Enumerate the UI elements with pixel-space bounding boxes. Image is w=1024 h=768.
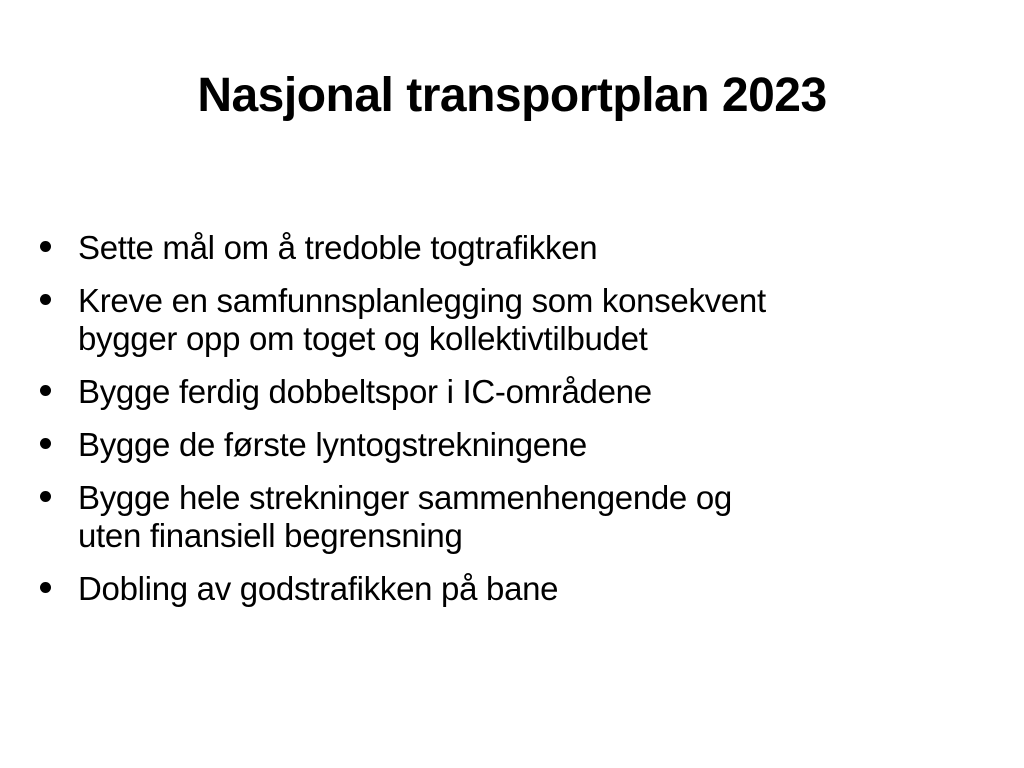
bullet-dot-icon xyxy=(40,294,51,305)
bullet-dot-icon xyxy=(40,385,51,396)
bullet-text: Bygge hele strekninger sammenhengende og xyxy=(78,479,732,516)
bullet-item xyxy=(40,423,990,467)
bullet-item xyxy=(40,279,990,361)
bullet-text-continued: bygger opp om toget og kollektivtilbudet xyxy=(78,320,648,357)
slide-title: Nasjonal transportplan 2023 xyxy=(197,69,827,122)
bullet-text: Sette mål om å tredoble togtrafikken xyxy=(78,229,598,266)
bullet-dot-icon xyxy=(40,491,51,502)
bullet-item xyxy=(40,370,990,414)
bullet-item xyxy=(40,476,990,558)
bullet-text-continued: uten finansiell begrensning xyxy=(78,517,463,554)
bullet-item xyxy=(40,226,990,270)
bullet-text: Dobling av godstrafikken på bane xyxy=(78,570,559,607)
bullet-text: Kreve en samfunnsplanlegging som konsekvent xyxy=(78,282,766,319)
bullet-text: Bygge de første lyntogstrekningene xyxy=(78,426,587,463)
bullet-text: Bygge ferdig dobbeltspor i IC-områdene xyxy=(78,373,652,410)
bullet-list xyxy=(40,226,990,620)
bullet-item xyxy=(40,567,990,611)
bullet-dot-icon xyxy=(40,582,51,593)
bullet-dot-icon xyxy=(40,241,51,252)
bullet-dot-icon xyxy=(40,438,51,449)
